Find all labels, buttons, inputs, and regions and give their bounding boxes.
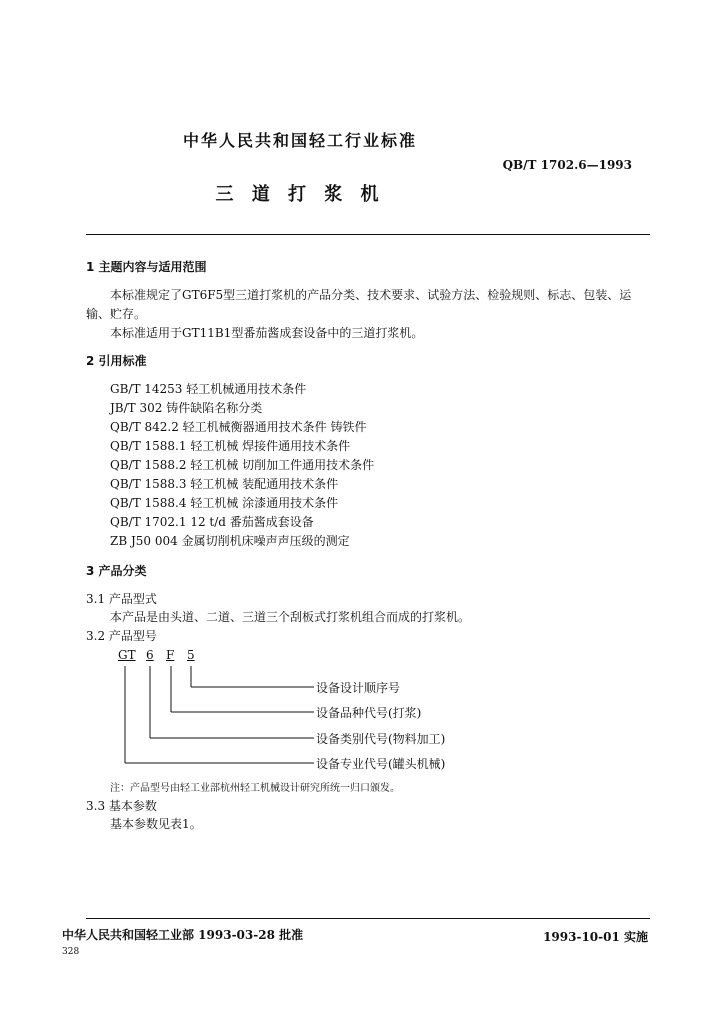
section-1-heading: 1 主题内容与适用范围 xyxy=(86,260,207,274)
reference-item: QB/T 1588.3 轻工机械 装配通用技术条件 xyxy=(110,477,339,491)
section-3-2-heading: 3.2 产品型号 xyxy=(86,629,157,643)
reference-item: QB/T 1588.1 轻工机械 焊接件通用技术条件 xyxy=(110,439,351,453)
reference-item: QB/T 1588.2 轻工机械 切削加工件通用技术条件 xyxy=(110,458,375,472)
section-3-3-text: 基本参数见表1。 xyxy=(110,817,202,831)
section-1-para1-line1: 本标准规定了GT6F5型三道打浆机的产品分类、技术要求、试验方法、检验规则、标志、包装、运 xyxy=(110,288,632,302)
model-part-sequence: 5 xyxy=(187,648,195,662)
org-title: 中华人民共和国轻工行业标准 xyxy=(182,131,417,150)
model-note: 注：产品型号由轻工业部杭州轻工机械设计研究所统一归口颁发。 xyxy=(110,783,400,794)
section-3-heading: 3 产品分类 xyxy=(86,564,147,578)
model-part-category: 6 xyxy=(146,648,154,662)
reference-item: JB/T 302 铸件缺陷名称分类 xyxy=(110,401,263,415)
standard-code: QB/T 1702.6—1993 xyxy=(502,158,632,172)
section-2-heading: 2 引用标准 xyxy=(86,354,147,368)
model-label-sequence: 设备设计顺序号 xyxy=(316,681,401,695)
document-title: 三 道 打 浆 机 xyxy=(215,184,385,205)
reference-item: QB/T 1588.4 轻工机械 涂漆通用技术条件 xyxy=(110,496,339,510)
model-label-specialty: 设备专业代号(罐头机械) xyxy=(316,757,446,771)
reference-item: QB/T 1702.1 12 t/d 番茄酱成套设备 xyxy=(110,515,314,529)
section-1-para2: 本标准适用于GT11B1型番茄酱成套设备中的三道打浆机。 xyxy=(110,326,424,340)
footer-rule xyxy=(86,918,650,919)
model-label-category: 设备类别代号(物料加工) xyxy=(316,732,446,746)
section-1-para1-line2: 输、贮存。 xyxy=(86,307,147,321)
approval-text: 中华人民共和国轻工业部 1993-03-28 批准 xyxy=(62,928,304,942)
model-part-variety: F xyxy=(166,648,175,662)
model-part-gt: GT xyxy=(118,648,136,662)
section-3-1-heading: 3.1 产品型式 xyxy=(86,592,157,606)
reference-item: GB/T 14253 轻工机械通用技术条件 xyxy=(110,382,307,396)
reference-item: ZB J50 004 金属切削机床噪声声压级的测定 xyxy=(110,534,350,548)
section-3-3-heading: 3.3 基本参数 xyxy=(86,799,157,813)
page-number: 328 xyxy=(62,947,80,957)
section-3-1-text: 本产品是由头道、二道、三道三个刮板式打浆机组合而成的打浆机。 xyxy=(110,610,471,624)
model-label-variety: 设备品种代号(打浆) xyxy=(316,706,422,720)
implementation-date: 1993-10-01 实施 xyxy=(543,930,648,944)
reference-item: QB/T 842.2 轻工机械衡器通用技术条件 铸铁件 xyxy=(110,420,367,434)
